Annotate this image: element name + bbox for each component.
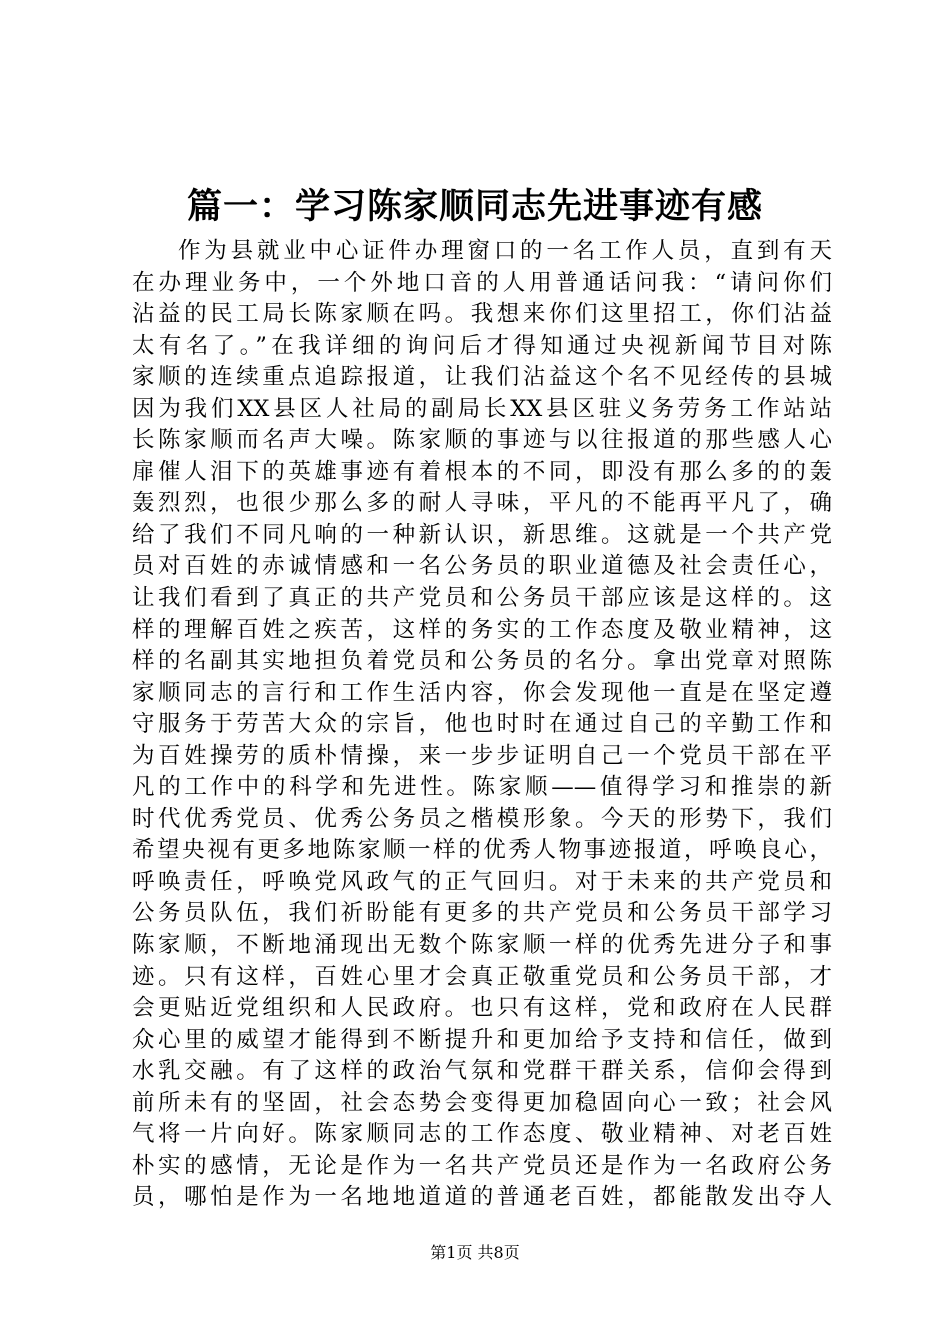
paragraph-line: 为百姓操劳的质朴情操，来一步步证明自己一个党员干部在平 [132, 742, 832, 769]
paragraph-line: 员对百姓的赤诚情感和一名公务员的职业道德及社会责任心， [132, 553, 832, 580]
paragraph-line: 凡的工作中的科学和先进性。陈家顺——值得学习和推崇的新 [132, 774, 832, 801]
paragraph-line: 守服务于劳苦大众的宗旨，他也时时在通过自己的辛勤工作和 [132, 711, 832, 738]
paragraph-line: 前所未有的坚固，社会态势会变得更加稳固向心一致；社会风 [132, 1089, 832, 1116]
paragraph-line: 让我们看到了真正的共产党员和公务员干部应该是这样的。这 [132, 585, 832, 612]
paragraph-line: 样的理解百姓之疾苦，这样的务实的工作态度及敬业精神，这 [132, 616, 832, 643]
paragraph-line: 公务员队伍，我们祈盼能有更多的共产党员和公务员干部学习 [132, 900, 832, 927]
paragraph-line: 在办理业务中，一个外地口音的人用普通话问我：“请问你们 [132, 269, 832, 296]
paragraph-line: 朴实的感情，无论是作为一名共产党员还是作为一名政府公务 [132, 1152, 832, 1179]
paragraph-line: 扉催人泪下的英雄事迹有着根本的不同，即没有那么多的的轰 [132, 458, 832, 485]
paragraph-line: 呼唤责任，呼唤党风政气的正气回归。对于未来的共产党员和 [132, 868, 832, 895]
paragraph-line: 给了我们不同凡响的一种新认识，新思维。这就是一个共产党 [132, 521, 832, 548]
paragraph-line: 时代优秀党员、优秀公务员之楷模形象。今天的形势下，我们 [132, 805, 832, 832]
paragraph-line: 沾益的民工局长陈家顺在吗。我想来你们这里招工，你们沾益 [132, 301, 832, 328]
paragraph-line: 轰烈烈，也很少那么多的耐人寻味，平凡的不能再平凡了，确 [132, 490, 832, 517]
paragraph-line: 气将一片向好。陈家顺同志的工作态度、敬业精神、对老百姓 [132, 1121, 832, 1148]
paragraph-line: 因为我们XX县区人社局的副局长XX县区驻义务劳务工作站站 [132, 395, 832, 422]
paragraph-line: 迹。只有这样，百姓心里才会真正敬重党员和公务员干部，才 [132, 963, 832, 990]
paragraph-line: 众心里的威望才能得到不断提升和更加给予支持和信任，做到 [132, 1026, 832, 1053]
page-number-footer: 第1页 共8页 [430, 1243, 520, 1262]
paragraph-line: 作为县就业中心证件办理窗口的一名工作人员，直到有天 [178, 238, 832, 264]
paragraph-line: 家顺的连续重点追踪报道，让我们沾益这个名不见经传的县城 [132, 364, 832, 391]
paragraph-line: 家顺同志的言行和工作生活内容，你会发现他一直是在坚定遵 [132, 679, 832, 706]
paragraph-line: 希望央视有更多地陈家顺一样的优秀人物事迹报道，呼唤良心， [132, 837, 832, 864]
paragraph-line: 太有名了。”在我详细的询问后才得知通过央视新闻节目对陈 [132, 332, 832, 359]
document-body [132, 236, 832, 1214]
paragraph-line: 陈家顺，不断地涌现出无数个陈家顺一样的优秀先进分子和事 [132, 932, 832, 959]
paragraph-line: 样的名副其实地担负着党员和公务员的名分。拿出党章对照陈 [132, 648, 832, 675]
paragraph-line: 水乳交融。有了这样的政治气氛和党群干群关系，信仰会得到 [132, 1058, 832, 1085]
paragraph-line: 长陈家顺而名声大噪。陈家顺的事迹与以往报道的那些感人心 [132, 427, 832, 454]
paragraph-line: 员，哪怕是作为一名地地道道的普通老百姓，都能散发出夺人 [132, 1184, 832, 1211]
paragraph-line: 会更贴近党组织和人民政府。也只有这样，党和政府在人民群 [132, 995, 832, 1022]
document-title: 篇一：学习陈家顺同志先进事迹有感 [186, 186, 763, 227]
